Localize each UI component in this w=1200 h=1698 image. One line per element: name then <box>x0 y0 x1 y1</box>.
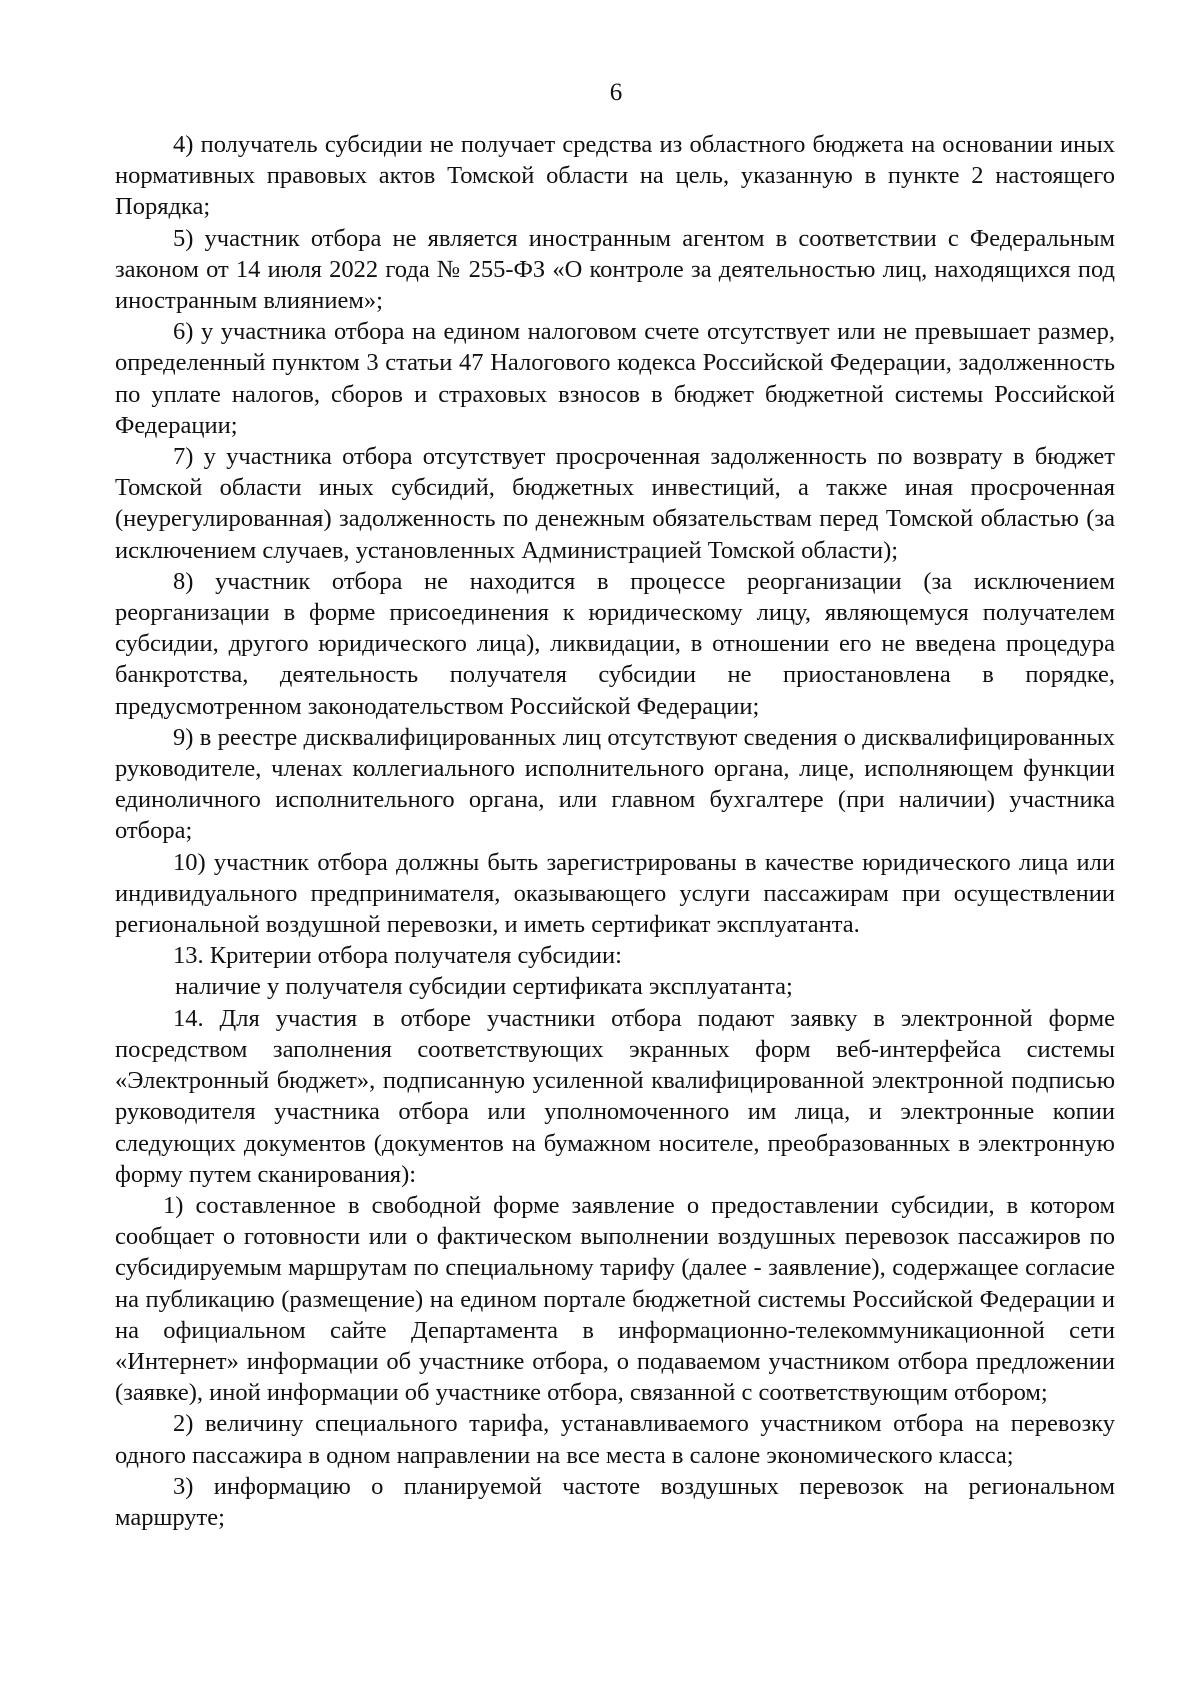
paragraph-item-9: 9) в реестре дисквалифицированных лиц отсутствуют сведения о дисквалифицированных руководителе, членах коллегиального исполнительного органа, лице, исполняющем функции единоличного исполнительного органа, или главном бухгалтере (при наличии) участника отбора; <box>115 723 1115 845</box>
paragraph-section-13: 13. Критерии отбора получателя субсидии: <box>173 942 622 970</box>
paragraph-document-3: 3) информацию о планируемой частоте воздушных перевозок на региональном маршруте; <box>115 1472 1115 1531</box>
paragraph-item-4: 4) получатель субсидии не получает средства из областного бюджета на основании иных нормативных правовых актов Томской области на цель, указанную в пункте 2 настоящего Порядка; <box>115 131 1115 221</box>
paragraph-item-10: 10) участник отбора должны быть зарегистрированы в качестве юридического лица или индивидуального предпринимателя, оказывающего услуги пассажирам при осуществлении региональной воздушной перевозки, и иметь сертификат эксплуатанта. <box>115 848 1115 939</box>
paragraph-criterion: наличие у получателя субсидии сертификата эксплуатанта; <box>175 973 793 1001</box>
paragraph-item-5: 5) участник отбора не является иностранным агентом в соответствии с Федеральным законом от 14 июля 2022 года № 255-ФЗ «О контроле за деятельностью лиц, находящихся под иностранным влиянием»; <box>115 224 1115 315</box>
paragraph-item-7: 7) у участника отбора отсутствует просроченная задолженность по возврату в бюджет Томской области иных субсидий, бюджетных инвестиций, а также иная просроченная (неурегулированная) задолженность по денежным обязательствам перед Томской областью (за исключением случаев, установленных Администрацией Томской области); <box>115 443 1115 564</box>
paragraph-section-14: 14. Для участия в отборе участники отбора подают заявку в электронной форме посредством заполнения соответствующих экранных форм веб-интерфейса системы «Электронный бюджет», подписанную усиленной квалифицированной электронной подписью руководителя участника отбора или уполномоченного им лица, и электронные копии следующих документов (документов на бумажном носителе, преобразованных в электронную форму путем сканирования): <box>115 1004 1115 1188</box>
paragraph-document-2: 2) величину специального тарифа, устанавливаемого участником отбора на перевозку одного пассажира в одном направлении на все места в салоне экономического класса; <box>115 1410 1115 1469</box>
page-number: 6 <box>609 79 623 106</box>
paragraph-item-6: 6) у участника отбора на едином налоговом счете отсутствует или не превышает размер, определенный пунктом 3 статьи 47 Налогового кодекса Российской Федерации, задолженность по уплате налогов, сборов и страховых взносов в бюджет бюджетной системы Российской Федерации; <box>115 318 1115 439</box>
document-body <box>115 129 1115 1533</box>
paragraph-document-1: 1) составленное в свободной форме заявление о предоставлении субсидии, в котором сообщает о готовности или о фактическом выполнении воздушных перевозок пассажиров по субсидируемым маршрутам по специальному тарифу (далее - заявление), содержащее согласие на публикацию (размещение) на едином портале бюджетной системы Российской Федерации и на официальном сайте Департамента в информационно-телекоммуникационной сети «Интернет» информации об участнике отбора, о подаваемом участником отбора предложении (заявке), иной информации об участнике отбора, связанной с соответствующим отбором; <box>115 1191 1115 1407</box>
paragraph-item-8: 8) участник отбора не находится в процессе реорганизации (за исключением реорганизации в форме присоединения к юридическому лицу, являющемуся получателем субсидии, другого юридического лица), ликвидации, в отношении его не введена процедура банкротства, деятельность получателя субсидии не приостановлена в порядке, предусмотренном законодательством Российской Федерации; <box>115 567 1115 720</box>
